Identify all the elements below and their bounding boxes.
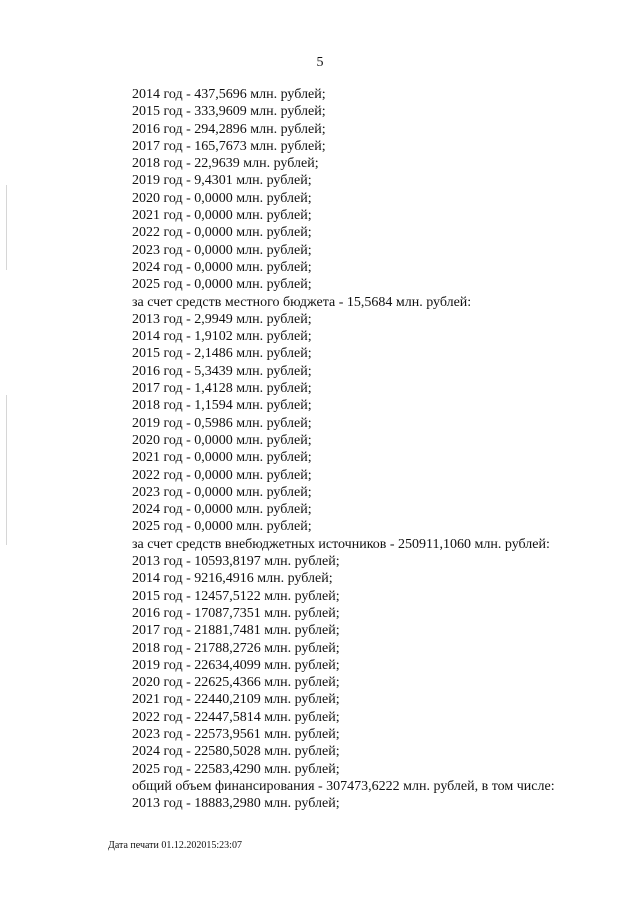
document-body [132, 86, 612, 812]
text-line: 2013 год - 18883,2980 млн. рублей; [132, 796, 340, 812]
text-line: 2020 год - 22625,4366 млн. рублей; [132, 675, 340, 691]
text-line: 2017 год - 21881,7481 млн. рублей; [132, 623, 340, 639]
text-line: 2013 год - 2,9949 млн. рублей; [132, 311, 312, 327]
text-line: 2020 год - 0,0000 млн. рублей; [132, 190, 312, 206]
text-line: 2015 год - 12457,5122 млн. рублей; [132, 588, 340, 604]
margin-scan-mark-bottom [6, 395, 7, 545]
text-line: 2014 год - 9216,4916 млн. рублей; [132, 571, 333, 587]
text-line: 2020 год - 0,0000 млн. рублей; [132, 432, 312, 448]
text-line: 2015 год - 2,1486 млн. рублей; [132, 346, 312, 362]
text-line: 2018 год - 21788,2726 млн. рублей; [132, 640, 340, 656]
text-line: за счет средств местного бюджета - 15,5684 млн. рублей: [132, 294, 472, 310]
text-line: 2024 год - 0,0000 млн. рублей; [132, 502, 312, 518]
text-line: 2023 год - 22573,9561 млн. рублей; [132, 726, 340, 742]
text-line: 2016 год - 5,3439 млн. рублей; [132, 363, 312, 379]
text-line: 2021 год - 0,0000 млн. рублей; [132, 450, 312, 466]
text-line: 2024 год - 22580,5028 млн. рублей; [132, 744, 340, 760]
text-line: 2022 год - 22447,5814 млн. рублей; [132, 709, 340, 725]
text-line: 2017 год - 165,7673 млн. рублей; [132, 138, 326, 154]
text-line: 2021 год - 0,0000 млн. рублей; [132, 208, 312, 224]
text-line: 2024 год - 0,0000 млн. рублей; [132, 259, 312, 275]
text-line: 2013 год - 10593,8197 млн. рублей; [132, 554, 340, 570]
text-line: общий объем финансирования - 307473,6222 млн. рублей, в том числе: [132, 778, 555, 794]
text-line: за счет средств внебюджетных источников - 250911,1060 млн. рублей: [132, 536, 550, 552]
text-line: 2025 год - 0,0000 млн. рублей; [132, 277, 312, 293]
text-line: 2023 год - 0,0000 млн. рублей; [132, 484, 312, 500]
text-line: 2017 год - 1,4128 млн. рублей; [132, 381, 312, 397]
text-line: 2014 год - 1,9102 млн. рублей; [132, 329, 312, 345]
text-line: 2021 год - 22440,2109 млн. рублей; [132, 692, 340, 708]
text-line: 2025 год - 22583,4290 млн. рублей; [132, 761, 340, 777]
text-line: 2015 год - 333,9609 млн. рублей; [132, 104, 326, 120]
margin-scan-mark-top [6, 185, 7, 270]
text-line: 2019 год - 0,5986 млн. рублей; [132, 415, 312, 431]
text-line: 2014 год - 437,5696 млн. рублей; [132, 87, 326, 102]
text-line: 2018 год - 22,9639 млн. рублей; [132, 156, 319, 172]
text-line: 2023 год - 0,0000 млн. рублей; [132, 242, 312, 258]
text-line: 2016 год - 17087,7351 млн. рублей; [132, 605, 340, 621]
text-line: 2018 год - 1,1594 млн. рублей; [132, 398, 312, 414]
text-line: 2019 год - 9,4301 млн. рублей; [132, 173, 312, 189]
text-line: 2016 год - 294,2896 млн. рублей; [132, 121, 326, 137]
page-number: 5 [316, 55, 324, 70]
text-line: 2019 год - 22634,4099 млн. рублей; [132, 657, 340, 673]
text-line: 2022 год - 0,0000 млн. рублей; [132, 467, 312, 483]
print-date-footer: Дата печати 01.12.202015:23:07 [108, 840, 242, 851]
text-line: 2022 год - 0,0000 млн. рублей; [132, 225, 312, 241]
text-line: 2025 год - 0,0000 млн. рублей; [132, 519, 312, 535]
